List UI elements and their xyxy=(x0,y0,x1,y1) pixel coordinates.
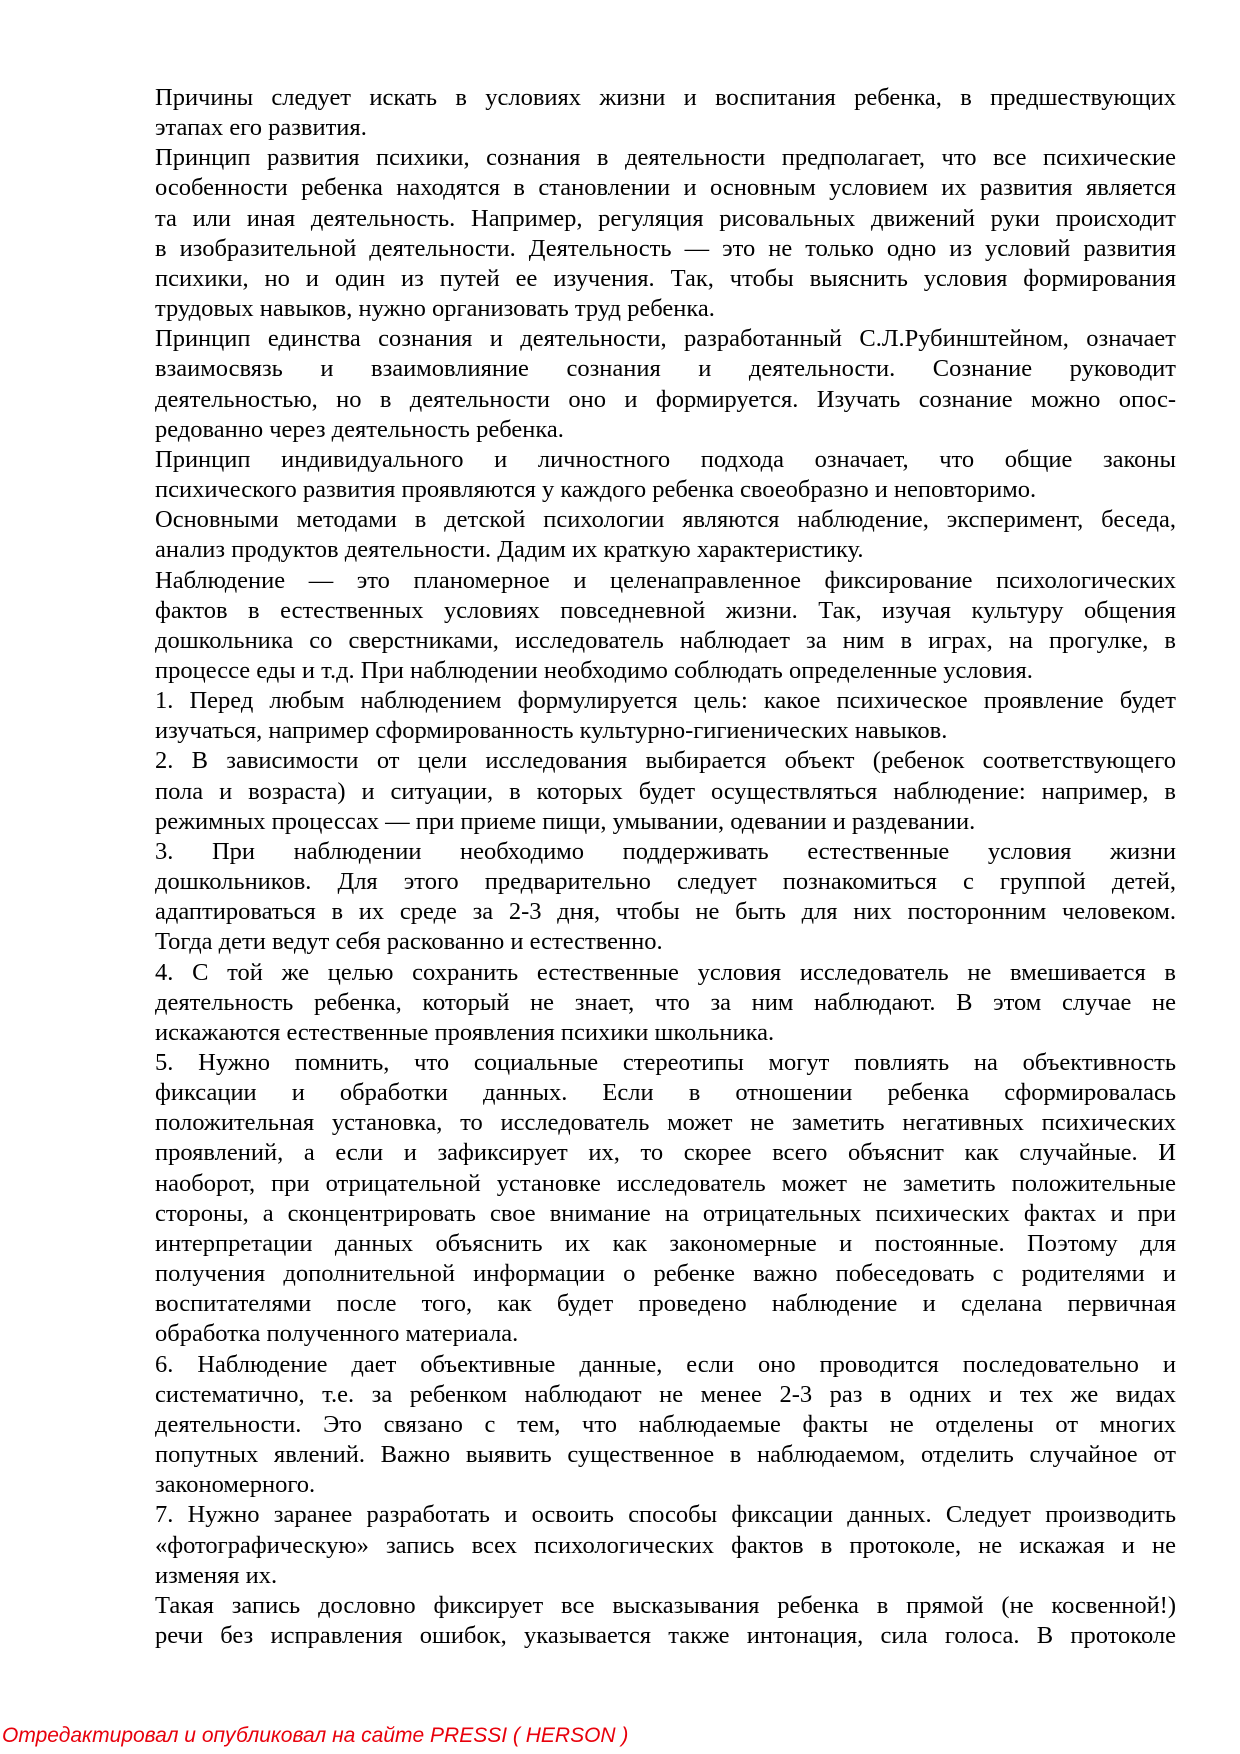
text-line: деятельности. Это связано с тем, что наблюдаемые факты не отделены от многих xyxy=(155,1410,1176,1438)
text-line: 5. Нужно помнить, что социальные стереотипы могут повлиять на объективность xyxy=(155,1049,1176,1076)
paragraph xyxy=(155,445,1176,505)
text-line: трудовых навыков, нужно организовать труд ребенка. xyxy=(155,295,715,323)
text-line: анализ продуктов деятельности. Дадим их краткую характеристику. xyxy=(155,536,864,564)
text-line: дошкольников. Для этого предварительно следует познакомиться с группой детей, xyxy=(155,868,1176,896)
text-line: изменяя их. xyxy=(155,1561,278,1589)
text-line: интерпретации данных объяснить их как закономерные и постоянные. Поэтому для xyxy=(155,1229,1176,1257)
text-line: Принцип единства сознания и деятельности, разработанный С.Л.Рубинштейном, означает xyxy=(155,325,1176,353)
text-line: изучаться, например сформированность культурно-гигиенических навыков. xyxy=(155,717,948,745)
text-line: речи без исправления ошибок, указывается также интонация, сила голоса. В протоколе xyxy=(155,1621,1176,1649)
paragraph xyxy=(155,1048,1176,1350)
text-line: пола и возраста) и ситуации, в которых будет осуществляться наблюдение: например, в xyxy=(155,777,1176,805)
text-line: 2. В зависимости от цели исследования выбирается объект (ребенок соответствующего xyxy=(155,747,1176,775)
text-line: Наблюдение — это планомерное и целенаправленное фиксирование психологических xyxy=(155,566,1176,594)
text-line: Причины следует искать в условиях жизни и воспитания ребенка, в предшествующих xyxy=(155,84,1176,111)
text-line: та или иная деятельность. Например, регуляция рисовальных движений руки происходит xyxy=(155,204,1176,232)
text-line: воспитателями после того, как будет проведено наблюдение и сделана первичная xyxy=(155,1290,1176,1318)
paragraph xyxy=(155,566,1176,687)
footer-credit: Отредактировал и опубликовал на сайте PRESSI ( HERSON ) xyxy=(2,1724,629,1747)
text-line: деятельностью, но в деятельности оно и формируется. Изучать сознание можно опос- xyxy=(155,385,1176,413)
text-line: попутных явлений. Важно выявить существенное в наблюдаемом, отделить случайное от xyxy=(155,1441,1176,1469)
text-line: «фотографическую» запись всех психологических фактов в протоколе, не искажая и не xyxy=(155,1531,1176,1559)
text-line: в изобразительной деятельности. Деятельность — это не только одно из условий развития xyxy=(155,234,1176,262)
text-line: 6. Наблюдение дает объективные данные, если оно проводится последовательно и xyxy=(155,1350,1176,1378)
text-line: деятельность ребенка, который не знает, что за ним наблюдают. В этом случае не xyxy=(155,988,1176,1016)
text-line: закономерного. xyxy=(155,1471,316,1499)
text-line: дошкольника со сверстниками, исследователь наблюдает за ним в играх, на прогулке, в xyxy=(155,626,1176,654)
text-line: проявлений, а если и зафиксирует их, то скорее всего объяснит как случайные. И xyxy=(155,1139,1176,1167)
text-line: стороны, а сконцентрировать свое внимание на отрицательных психических фактах и при xyxy=(155,1199,1176,1227)
paragraph xyxy=(155,1591,1176,1651)
paragraph xyxy=(155,324,1176,445)
paragraph xyxy=(155,958,1176,1048)
paragraph xyxy=(155,1500,1176,1590)
text-line: взаимосвязь и взаимовлияние сознания и деятельности. Сознание руководит xyxy=(155,355,1176,383)
text-line: 7. Нужно заранее разработать и освоить способы фиксации данных. Следует производить xyxy=(155,1501,1176,1529)
text-line: этапах его развития. xyxy=(155,114,367,142)
text-line: особенности ребенка находятся в становлении и основным условием их развития является xyxy=(155,174,1176,202)
text-line: искажаются естественные проявления психики школьника. xyxy=(155,1018,775,1046)
paragraph xyxy=(155,1350,1176,1501)
text-line: 1. Перед любым наблюдением формулируется цель: какое психическое проявление будет xyxy=(155,687,1176,715)
paragraph xyxy=(155,686,1176,746)
text-line: режимных процессах — при приеме пищи, умывании, одевании и раздевании. xyxy=(155,807,976,835)
text-line: фактов в естественных условиях повседневной жизни. Так, изучая культуру общения xyxy=(155,596,1176,624)
text-line: систематично, т.е. за ребенком наблюдают не менее 2-3 раз в одних и тех же видах xyxy=(155,1380,1176,1408)
text-line: 3. При наблюдении необходимо поддерживать естественные условия жизни xyxy=(155,837,1176,865)
text-line: Тогда дети ведут себя раскованно и естественно. xyxy=(155,928,663,956)
text-line: Принцип развития психики, сознания в деятельности предполагает, что все психические xyxy=(155,144,1176,172)
text-line: положительная установка, то исследователь может не заметить негативных психических xyxy=(155,1109,1176,1137)
paragraph xyxy=(155,746,1176,836)
paragraph xyxy=(155,505,1176,565)
text-line: психического развития проявляются у каждого ребенка своеобразно и неповторимо. xyxy=(155,476,1037,504)
document-body xyxy=(155,83,1176,1651)
text-line: психики, но и один из путей ее изучения. Так, чтобы выяснить условия формирования xyxy=(155,264,1176,292)
text-line: Основными методами в детской психологии являются наблюдение, эксперимент, беседа, xyxy=(155,506,1176,534)
text-line: наоборот, при отрицательной установке исследователь может не заметить положительные xyxy=(155,1169,1176,1197)
text-line: адаптироваться в их среде за 2-3 дня, чтобы не быть для них посторонним человеком. xyxy=(155,898,1176,926)
text-line: Принцип индивидуального и личностного подхода означает, что общие законы xyxy=(155,445,1176,473)
paragraph xyxy=(155,143,1176,324)
text-line: фиксации и обработки данных. Если в отношении ребенка сформировалась xyxy=(155,1079,1176,1107)
text-line: Такая запись дословно фиксирует все высказывания ребенка в прямой (не косвенной!) xyxy=(155,1591,1176,1619)
text-line: получения дополнительной информации о ребенке важно побеседовать с родителями и xyxy=(155,1260,1176,1288)
paragraph xyxy=(155,837,1176,958)
text-line: редованно через деятельность ребенка. xyxy=(155,415,564,443)
text-line: процессе еды и т.д. При наблюдении необходимо соблюдать определенные условия. xyxy=(155,656,1033,684)
text-line: обработка полученного материала. xyxy=(155,1320,519,1348)
text-line: 4. С той же целью сохранить естественные условия исследователь не вмешивается в xyxy=(155,958,1176,986)
paragraph xyxy=(155,83,1176,143)
